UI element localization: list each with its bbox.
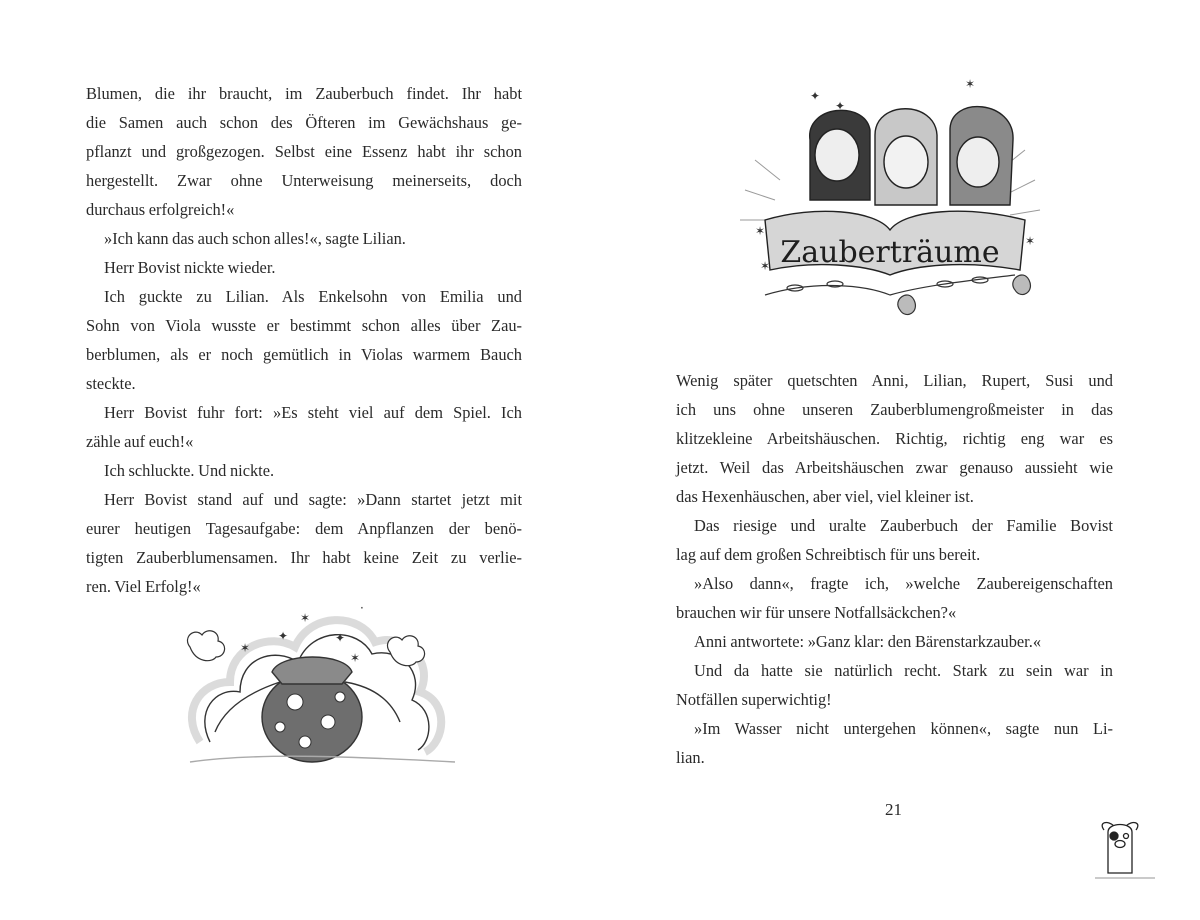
text-line: durchaus erfolgreich!«: [86, 200, 235, 219]
text-line: steckte.: [86, 374, 136, 393]
svg-text:✶: ✶: [755, 224, 766, 238]
svg-text:✶: ✶: [965, 77, 976, 91]
pig-body-icon: [1108, 825, 1132, 874]
text-line: Blumen, die ihr braucht, im Zauberbuch findet. Ihr habt: [86, 84, 522, 103]
text-line: eurer heutigen Tagesaufgabe: dem Anpflanzen der benö-: [86, 519, 522, 538]
svg-text:·: ·: [360, 601, 364, 615]
text-line: Sohn von Viola wusste er bestimmt schon alles über Zau-: [86, 316, 522, 335]
three-children-reading-book-illustration: [725, 70, 1055, 340]
right-page: [600, 0, 1200, 920]
svg-text:✶: ✶: [240, 641, 251, 655]
text-line: lian.: [676, 748, 705, 767]
text-line: jetzt. Weil das Arbeitshäuschen zwar genauso aussieht wie: [676, 458, 1113, 477]
svg-text:✦: ✦: [278, 629, 289, 643]
leaf-garland-icon: [765, 275, 1030, 315]
text-line: zähle auf euch!«: [86, 432, 194, 451]
right-page-text: [676, 366, 1113, 772]
text-line: Anni antwortete: »Ganz klar: den Bärenstarkzauber.«: [694, 632, 1042, 651]
text-line: »Im Wasser nicht untergehen können«, sagte nun Li-: [694, 719, 1113, 738]
svg-text:✶: ✶: [760, 259, 771, 273]
text-line: Herr Bovist fuhr fort: »Es steht viel auf dem Spiel. Ich: [104, 403, 522, 422]
text-line: Ich guckte zu Lilian. Als Enkelsohn von Emilia und: [104, 287, 522, 306]
text-line: Herr Bovist stand auf und sagte: »Dann startet jetzt mit: [104, 490, 522, 509]
text-line: hergestellt. Zwar ohne Unterweisung meinerseits, doch: [86, 171, 522, 190]
pouch-top-icon: [272, 657, 352, 684]
pig-snout-icon: [1115, 841, 1125, 848]
pig-eye-icon: [1124, 834, 1129, 839]
text-line: pflanzt und großgezogen. Selbst eine Essenz habt ihr schon: [86, 142, 522, 161]
pouch-body-icon: [262, 672, 362, 762]
text-line: »Ich kann das auch schon alles!«, sagte Lilian.: [104, 229, 406, 248]
boy-face-icon: [957, 137, 999, 187]
text-line: Ich schluckte. Und nickte.: [104, 461, 275, 480]
text-line: berblumen, als er noch gemütlich in Violas warmem Bauch: [86, 345, 522, 364]
svg-text:✶: ✶: [1025, 234, 1036, 248]
smiling-cloud-right-icon: [387, 636, 424, 666]
left-page-text: [86, 79, 522, 601]
text-line: brauchen wir für unsere Notfallsäckchen?«: [676, 603, 957, 622]
girl-middle-face-icon: [884, 136, 928, 188]
pig-eye-patch-icon: [1110, 832, 1118, 840]
text-line: die Samen auch schon des Öfteren im Gewächshaus ge-: [86, 113, 522, 132]
text-line: Notfällen superwichtig!: [676, 690, 832, 709]
text-line: Herr Bovist nickte wieder.: [104, 258, 276, 277]
girl-left-face-icon: [815, 129, 859, 181]
svg-text:✦: ✦: [335, 631, 346, 645]
text-line: tigten Zauberblumensamen. Ihr habt keine Zeit zu verlie-: [86, 548, 522, 567]
page-number: 21: [885, 800, 902, 819]
text-line: »Also dann«, fragte ich, »welche Zaubereigenschaften: [694, 574, 1113, 593]
text-line: Das riesige und uralte Zauberbuch der Familie Bovist: [694, 516, 1113, 535]
text-line: lag auf dem großen Schreibtisch für uns bereit.: [676, 545, 981, 564]
text-line: Und da hatte sie natürlich recht. Stark zu sein war in: [694, 661, 1113, 680]
svg-text:✶: ✶: [350, 651, 361, 665]
smiling-cloud-left-icon: [187, 631, 224, 661]
pig-mascot-illustration: [1090, 818, 1160, 884]
svg-text:✦: ✦: [835, 99, 846, 113]
chapter-title: Zauberträume: [780, 235, 1000, 270]
text-line: Wenig später quetschten Anni, Lilian, Rupert, Susi und: [676, 371, 1113, 390]
magic-pouch-illustration: [160, 592, 465, 772]
text-line: das Hexenhäuschen, aber viel, viel kleiner ist.: [676, 487, 974, 506]
svg-text:✦: ✦: [810, 89, 821, 103]
svg-text:✶: ✶: [300, 611, 311, 625]
text-line: ich uns ohne unseren Zauberblumengroßmeister in das: [676, 400, 1113, 419]
text-line: klitzekleine Arbeitshäuschen. Richtig, richtig eng war es: [676, 429, 1113, 448]
text-line: ren. Viel Erfolg!«: [86, 577, 201, 596]
